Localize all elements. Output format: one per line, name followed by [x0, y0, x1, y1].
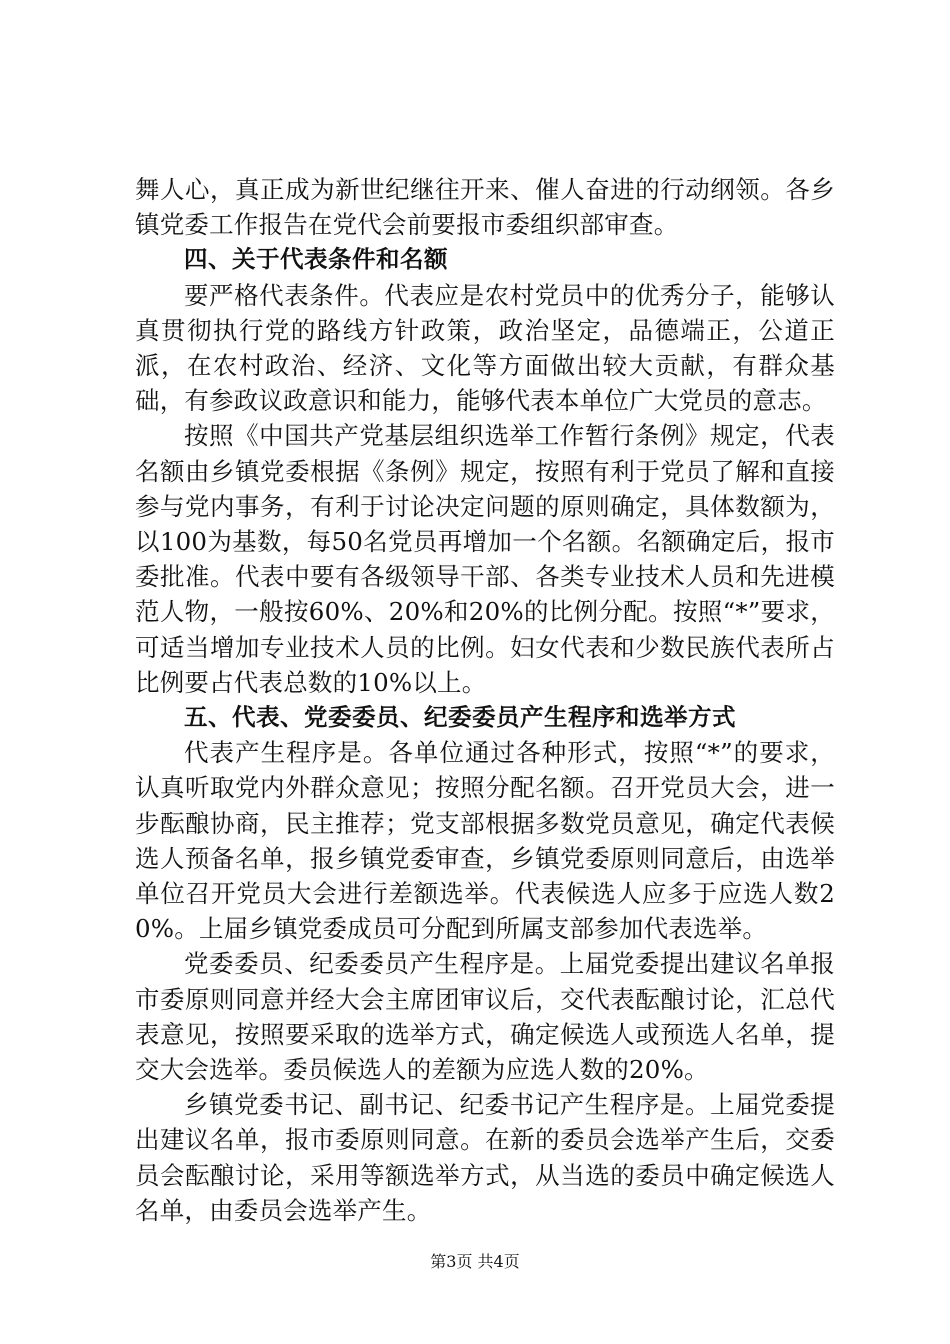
section-heading-5: 五、代表、党委委员、纪委委员产生程序和选举方式 — [184, 703, 736, 732]
document-body — [135, 172, 835, 1228]
paragraph-delegate-qualifications: 要严格代表条件。代表应是农村党员中的优秀分子，能够认真贯彻执行党的路线方针政策，政治坚定，品德端正，公道正派，在农村政治、经济、文化等方面做出较大贡献，有群众基础，有参政议政意识和能力，能够代表本单位广大党员的意志。 — [135, 280, 835, 416]
paragraph-committee-procedure: 党委委员、纪委委员产生程序是。上届党委提出建议名单报市委原则同意并经大会主席团审议后，交代表酝酿讨论，汇总代表意见，按照要采取的选举方式，确定候选人或预选人名单，提交大会选举。委员候选人的差额为应选人数的20%。 — [135, 949, 835, 1085]
paragraph-delegate-procedure: 代表产生程序是。各单位通过各种形式，按照“*”的要求，认真听取党内外群众意见；按照分配名额。召开党员大会，进一步酝酿协商，民主推荐；党支部根据多数党员意见，确定代表候选人预备名单，报乡镇党委审查，乡镇党委原则同意后，由选举单位召开党员大会进行差额选举。代表候选人应多于应选人数20%。上届乡镇党委成员可分配到所属支部参加代表选举。 — [135, 738, 835, 944]
paragraph-secretary-procedure: 乡镇党委书记、副书记、纪委书记产生程序是。上届党委提出建议名单，报市委原则同意。在新的委员会选举产生后，交委员会酝酿讨论，采用等额选举方式，从当选的委员中确定候选人名单，由委员会选举产生。 — [135, 1090, 835, 1225]
page-number-footer: 第3页 共4页 — [430, 1252, 520, 1271]
paragraph-continued: 舞人心，真正成为新世纪继往开来、催人奋进的行动纲领。各乡镇党委工作报告在党代会前要报市委组织部审查。 — [135, 175, 835, 240]
paragraph-delegate-quota: 按照《中国共产党基层组织选举工作暂行条例》规定，代表名额由乡镇党委根据《条例》规定，按照有利于党员了解和直接参与党内事务，有利于讨论决定问题的原则确定，具体数额为，以100为基数，每50名党员再增加一个名额。名额确定后，报市委批准。代表中要有各级领导干部、各类专业技术人员和先进模范人物，一般按60%、20%和20%的比例分配。按照“*”要求，可适当增加专业技术人员的比例。妇女代表和少数民族代表所占比例要占代表总数的10%以上。 — [135, 421, 835, 697]
section-heading-4: 四、关于代表条件和名额 — [184, 245, 448, 274]
